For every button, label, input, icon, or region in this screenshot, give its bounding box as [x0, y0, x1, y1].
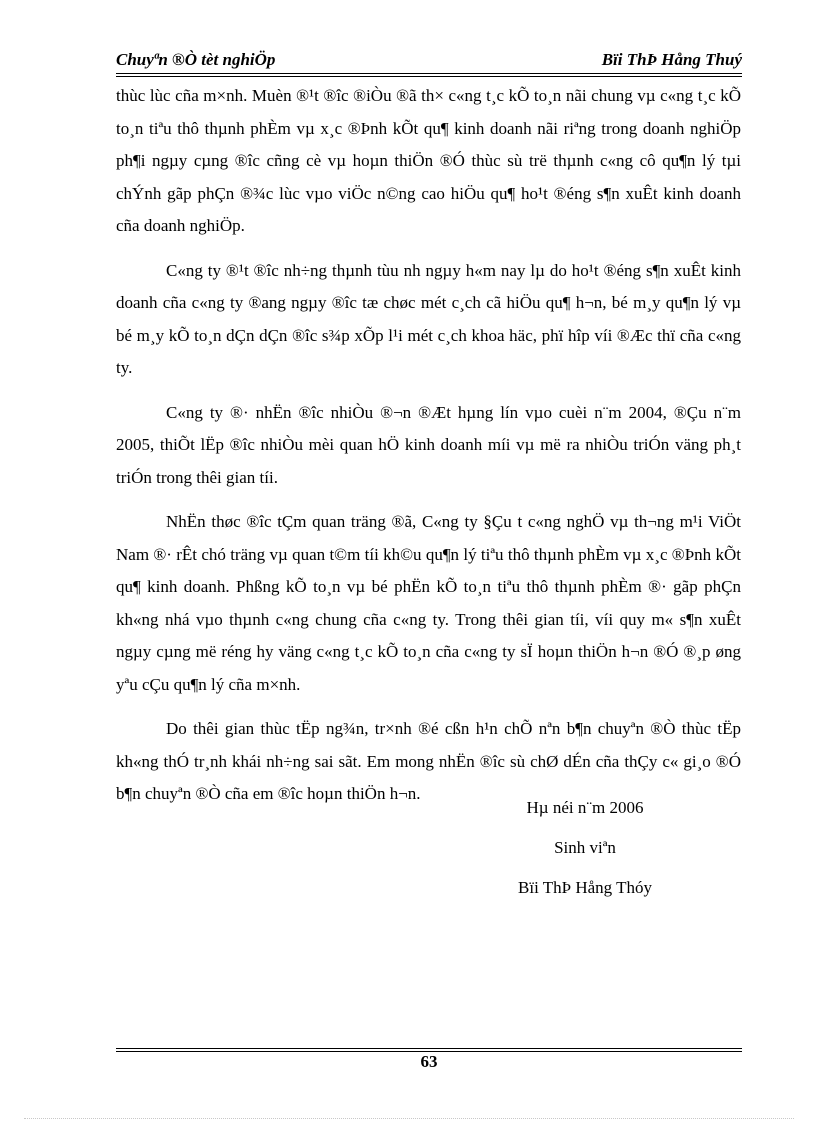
paragraph: C«ng ty ®· nhËn ®îc nhiÒu ®¬n ®Æt hµng lín vµo cuèi n¨m 2004, ®Çu n¨m 2005, thiÕt lËp ®îc nhiÒu mèi quan hÖ kinh doanh míi vµ më ra nhiÒu triÓn väng ph¸t triÓn trong thêi gian tíi. — [116, 402, 741, 487]
signature-place-date: Hµ néi n¨m 2006 — [526, 798, 644, 817]
paragraph: C«ng ty ®¹t ®îc nh÷ng thµnh tùu nh ngµy h«m nay lµ do ho¹t ®éng s¶n xuÊt kinh doanh cña c«ng ty ®ang ngµy ®îc tæ chøc mét c¸ch cã hiÖu qu¶ h¬n, bé m¸y qu¶n lý vµ bé m¸y kÕ to¸n dÇn dÇn ®îc s¾p xÕp l¹i mét c¸ch khoa häc, phï hîp víi ®Æc thï cña c«ng ty. — [116, 260, 741, 377]
signature-role: Sinh viªn — [554, 838, 616, 857]
footer-divider — [116, 1048, 742, 1049]
header-divider — [116, 73, 742, 74]
paragraph: NhËn thøc ®îc tÇm quan träng ®ã, C«ng ty §Çu t c«ng nghÖ vµ th¬ng m¹i ViÖt Nam ®· rÊt chó träng vµ quan t©m tíi kh©u qu¶n lý tiªu thô thµnh phÈm vµ x¸c ®Þnh kÕt qu¶ kinh doanh. Phßng kÕ to¸n vµ bé phËn kÕ to¸n tiªu thô thµnh phÈm ®· gãp phÇn kh«ng nhá vµo thµnh c«ng chung cña c«ng ty. Trong thêi gian tíi, víi quy m« s¶n xuÊt ngµy cµng më réng hy väng c«ng t¸c kÕ to¸n cña c«ng ty sÏ hoµn thiÖn h¬n ®Ó ®¸p øng yªu cÇu qu¶n lý cña m×nh. — [116, 512, 741, 694]
page-number: 63 — [420, 1052, 438, 1071]
paragraph-continuation: thùc lùc cña m×nh. Muèn ®¹t ®îc ®iÒu ®ã th× c«ng t¸c kÕ to¸n nãi chung vµ c«ng t¸c kÕ to¸n tiªu thô thµnh phÈm vµ x¸c ®Þnh kÕt qu¶ kinh doanh nãi riªng trong doanh nghiÖp ph¶i ngµy cµng ®îc cñng cè vµ hoµn thiÖn ®Ó thùc sù trë thµnh c«ng cô qu¶n lý tµi chÝnh gãp phÇn ®¾c lùc vµo viÖc n©ng cao hiÖu qu¶ ho¹t ®éng s¶n xuÊt kinh doanh cña doanh nghiÖp. — [116, 86, 741, 235]
header-document-title: Chuyªn ®Ò tèt nghiÖp — [116, 50, 276, 69]
signature-block — [480, 788, 690, 908]
header-divider-secondary — [116, 76, 742, 77]
page-edge-divider — [24, 1118, 794, 1119]
paragraph: Do thêi gian thùc tËp ng¾n, tr×nh ®é cßn h¹n chÕ nªn b¶n chuyªn ®Ò thùc tËp kh«ng thÓ tr¸nh khái nh÷ng sai sãt. Em mong nhËn ®îc sù chØ dÉn cña thÇy c« gi¸o ®Ó b¶n chuyªn ®Ò cña em ®îc hoµn thiÖn h¬n. — [116, 719, 741, 803]
signature-name: Bïi ThÞ Hång Thóy — [518, 878, 652, 897]
page-header — [116, 50, 742, 72]
header-author-name: Bïi ThÞ Hång Thuý — [601, 50, 742, 69]
document-body — [116, 80, 741, 823]
